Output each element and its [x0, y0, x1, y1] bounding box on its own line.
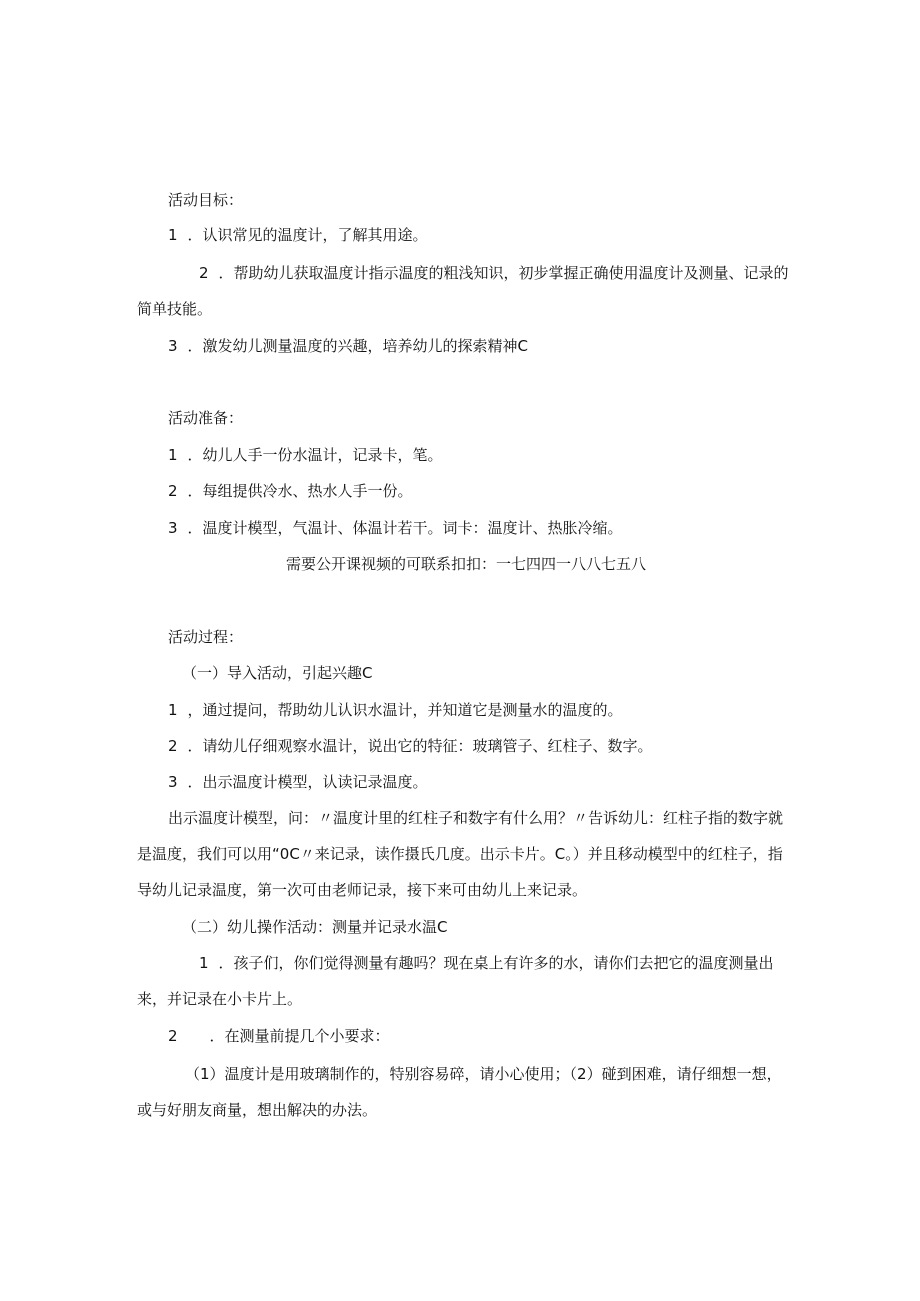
part1-item-3-number: 3: [168, 773, 178, 791]
part2-item-1-text: ．孩子们，你们觉得测量有趣吗？现在桌上有许多的水，请你们去把它的温度测量出来，并记录在小卡片上。: [137, 954, 774, 1008]
goals-heading: 活动目标：: [168, 191, 244, 209]
goal-item-2-number: 2: [199, 264, 209, 282]
goal-item-1: [168, 225, 428, 245]
part1-item-3-text: ．出示温度计模型，认读记录温度。: [187, 773, 428, 791]
process-heading: 活动过程：: [168, 628, 244, 646]
part1-item-1-text: ，通过提问，帮助幼儿认识水温计，并知道它是测量水的温度的。: [187, 701, 623, 719]
prep-item-2-text: ．每组提供冷水、热水人手一份。: [187, 482, 413, 500]
prep-item-3: [168, 518, 623, 538]
goal-item-2-text: ．帮助幼儿获取温度计指示温度的粗浅知识，初步掌握正确使用温度计及测量、记录的简单技能。: [137, 264, 789, 318]
part1-item-3: [168, 772, 428, 792]
prep-item-3-text: ．温度计模型，气温计、体温计若干。词卡：温度计、热胀冷缩。: [187, 519, 623, 537]
goal-item-3-number: 3: [168, 337, 178, 355]
prep-item-2: [168, 481, 413, 501]
part2-item-1: [137, 945, 792, 1017]
goal-item-2: [137, 255, 792, 327]
part2-item-2: [168, 1026, 390, 1046]
part1-item-2: [168, 736, 653, 756]
part2-item-2-text: ．在测量前提几个小要求：: [209, 1027, 390, 1045]
prep-item-1: [168, 445, 443, 465]
goal-item-1-text: ．认识常见的温度计，了解其用途。: [187, 226, 428, 244]
prep-item-2-number: 2: [168, 482, 178, 500]
part1-item-1: [168, 700, 623, 720]
part2-title: （二）幼儿操作活动：测量并记录水温C: [182, 918, 448, 936]
part2-item-1-number: 1: [199, 954, 209, 972]
prep-item-3-number: 3: [168, 519, 178, 537]
part1-paragraph: 出示温度计模型，问：〃温度计里的红柱子和数字有什么用？〃告诉幼儿：红柱子指的数字就是温度，我们可以用“0C〃来记录，读作摄氏几度。出示卡片。C。）并且移动模型中的红柱子，指导幼儿记录温度，第一次可由老师记录，接下来可由幼儿上来记录。: [137, 809, 784, 899]
prep-heading: 活动准备：: [168, 409, 244, 427]
goal-item-1-number: 1: [168, 226, 178, 244]
part2-sub-paragraph: （1）温度计是用玻璃制作的，特别容易碎，请小心使用；（2）碰到困难，请仔细想一想，或与好朋友商量，想出解决的办法。: [137, 1065, 782, 1119]
part1-item-2-number: 2: [168, 737, 178, 755]
prep-item-1-number: 1: [168, 446, 178, 464]
goal-item-3: [168, 336, 528, 356]
part1-title: （一）导入活动，引起兴趣C: [182, 664, 373, 682]
goal-item-3-text: ．激发幼儿测量温度的兴趣，培养幼儿的探索精神C: [187, 337, 529, 355]
prep-item-1-text: ．幼儿人手一份水温计，记录卡，笔。: [187, 446, 443, 464]
contact-line: 需要公开课视频的可联系扣扣：一七四四一八八七五八: [286, 555, 647, 573]
part1-item-2-text: ．请幼儿仔细观察水温计，说出它的特征：玻璃管子、红柱子、数字。: [187, 737, 653, 755]
part2-item-2-number: 2: [168, 1027, 178, 1045]
part1-item-1-number: 1: [168, 701, 178, 719]
